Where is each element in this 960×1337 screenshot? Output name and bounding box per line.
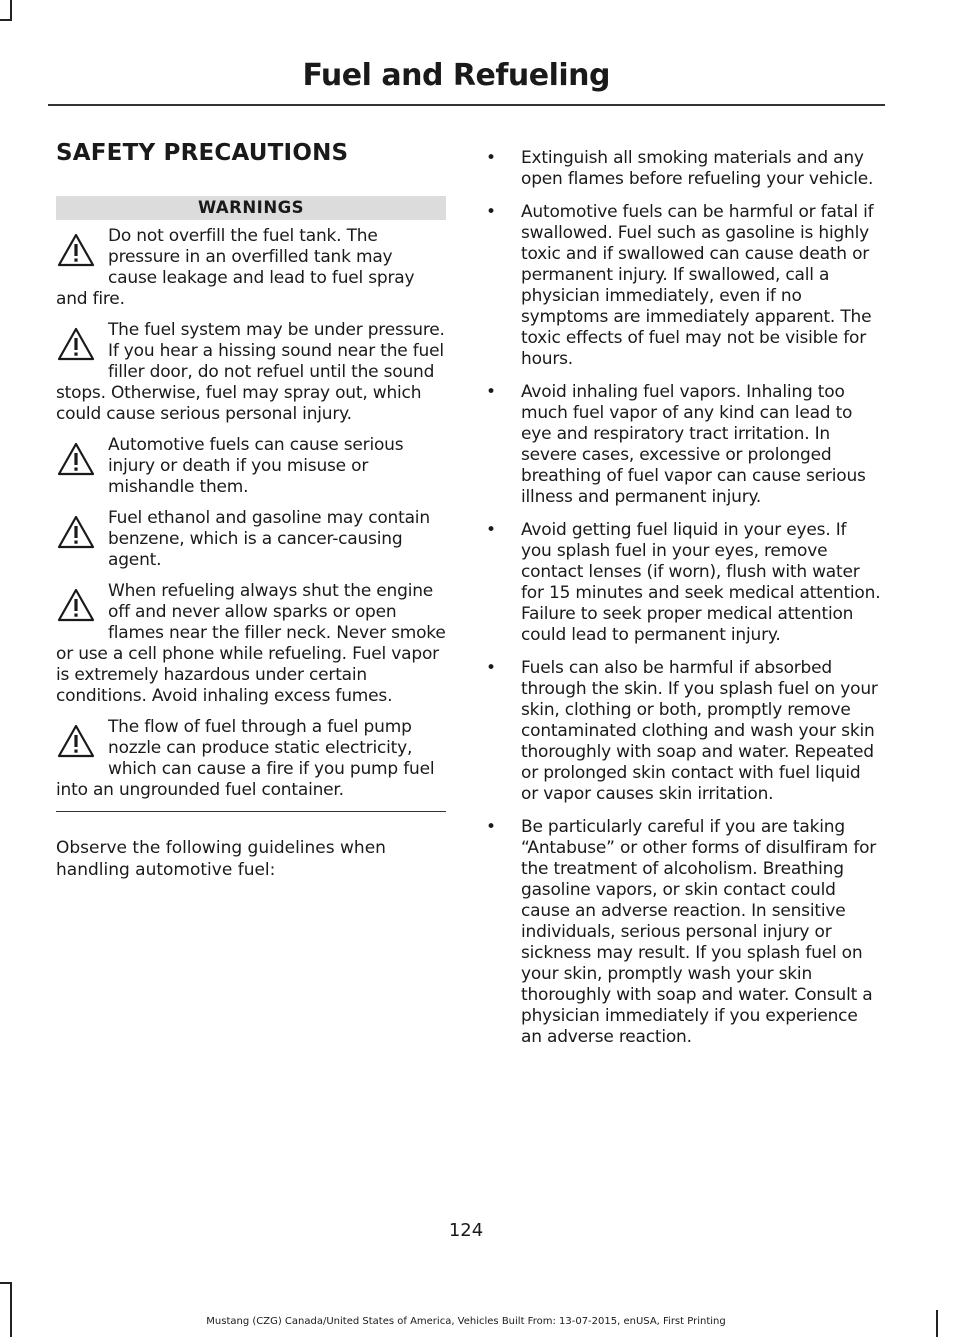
intro-paragraph: Observe the following guidelines when handling automotive fuel: [56, 838, 386, 880]
crop-mark-top-left-v [10, 0, 12, 20]
warning-item [56, 435, 446, 498]
crop-mark-top-left-h [0, 19, 12, 21]
warning-item [56, 581, 446, 707]
bullet-icon: • [486, 148, 496, 168]
warning-item [56, 717, 446, 801]
guideline-item [482, 202, 882, 370]
warning-text: Fuel ethanol and gasoline may contain benzene, which is a cancer-causing agent. [108, 508, 430, 570]
guideline-text: Automotive fuels can be harmful or fatal if swallowed. Fuel such as gasoline is highly toxic and if swallowed can cause death or permanent injury. If swallowed, call a physician immediately, even if no symptoms are immediately apparent. The toxic effects of fuel may not be visible for hours. [521, 202, 874, 369]
warning-triangle-icon [56, 508, 108, 571]
warning-item [56, 226, 446, 310]
guideline-item [482, 382, 882, 508]
guideline-text: Extinguish all smoking materials and any open flames before refueling your vehicle. [521, 148, 874, 189]
guidelines-list [482, 148, 882, 1048]
warnings-list [56, 226, 446, 801]
crop-mark-bottom-right-v [936, 1310, 938, 1337]
warning-triangle-icon [56, 581, 108, 644]
guideline-text: Avoid getting fuel liquid in your eyes. If you splash fuel in your eyes, remove contact lenses (if worn), flush with water for 15 minutes and seek medical attention. Failure to seek proper medical attention could lead to permanent injury. [521, 520, 881, 645]
warnings-end-divider [56, 811, 446, 812]
warning-text: The fuel system may be under pressure. If you hear a hissing sound near the fuel filler door, do not refuel until the sound stops. Otherwise, fuel may spray out, which could cause serious personal injury. [56, 320, 445, 424]
page-number: 124 [448, 1220, 484, 1241]
warning-triangle-icon [56, 435, 108, 498]
footer-text: Mustang (CZG) Canada/United States of America, Vehicles Built From: 13-07-2015, enUSA, First Printing [206, 1316, 726, 1327]
guideline-item [482, 148, 882, 190]
warning-triangle-icon [56, 717, 108, 780]
left-column [56, 140, 446, 881]
bullet-icon: • [486, 382, 496, 402]
bullet-icon: • [486, 202, 496, 222]
crop-mark-bottom-left-h [0, 1282, 12, 1284]
bullet-icon: • [486, 520, 496, 540]
page-title: Fuel and Refueling [302, 58, 610, 93]
guideline-text: Fuels can also be harmful if absorbed through the skin. If you splash fuel on your skin, clothing or both, promptly remove contaminated clothing and wash your skin thoroughly with soap and water. Repeated or prolonged skin contact with fuel liquid or vapor causes skin irritation. [521, 658, 878, 804]
warning-item [56, 320, 446, 425]
warning-text: Automotive fuels can cause serious injury or death if you misuse or mishandle them. [108, 435, 404, 497]
warning-text: The flow of fuel through a fuel pump nozzle can produce static electricity, which can cause a fire if you pump fuel into an ungrounded fuel container. [56, 717, 435, 800]
guideline-item [482, 817, 882, 1048]
warning-text: Do not overfill the fuel tank. The pressure in an overfilled tank may cause leakage and lead to fuel spray and fire. [56, 226, 415, 309]
warning-text: When refueling always shut the engine off and never allow sparks or open flames near the filler neck. Never smoke or use a cell phone while refueling. Fuel vapor is extremely hazardous under certain conditions. Avoid inhaling excess fumes. [56, 581, 446, 706]
bullet-icon: • [486, 658, 496, 678]
right-column [482, 148, 882, 1060]
section-heading: SAFETY PRECAUTIONS [56, 140, 349, 166]
crop-mark-bottom-left-v [10, 1282, 12, 1337]
guideline-text: Be particularly careful if you are taking “Antabuse” or other forms of disulfiram for the treatment of alcoholism. Breathing gasoline vapors, or skin contact could cause an adverse reaction. In sensitive individuals, serious personal injury or sickness may result. If you splash fuel on your skin, promptly wash your skin thoroughly with soap and water. Consult a physician immediately if you experience an adverse reaction. [521, 817, 877, 1047]
guideline-item [482, 520, 882, 646]
bullet-icon: • [486, 817, 496, 837]
warning-item [56, 508, 446, 571]
warning-triangle-icon [56, 320, 108, 383]
header-divider [48, 104, 885, 106]
guideline-text: Avoid inhaling fuel vapors. Inhaling too much fuel vapor of any kind can lead to eye and respiratory tract irritation. In severe cases, excessive or prolonged breathing of fuel vapor can cause serious illness and permanent injury. [521, 382, 866, 507]
guideline-item [482, 658, 882, 805]
warning-triangle-icon [56, 226, 108, 289]
warnings-header: WARNINGS [56, 196, 446, 220]
